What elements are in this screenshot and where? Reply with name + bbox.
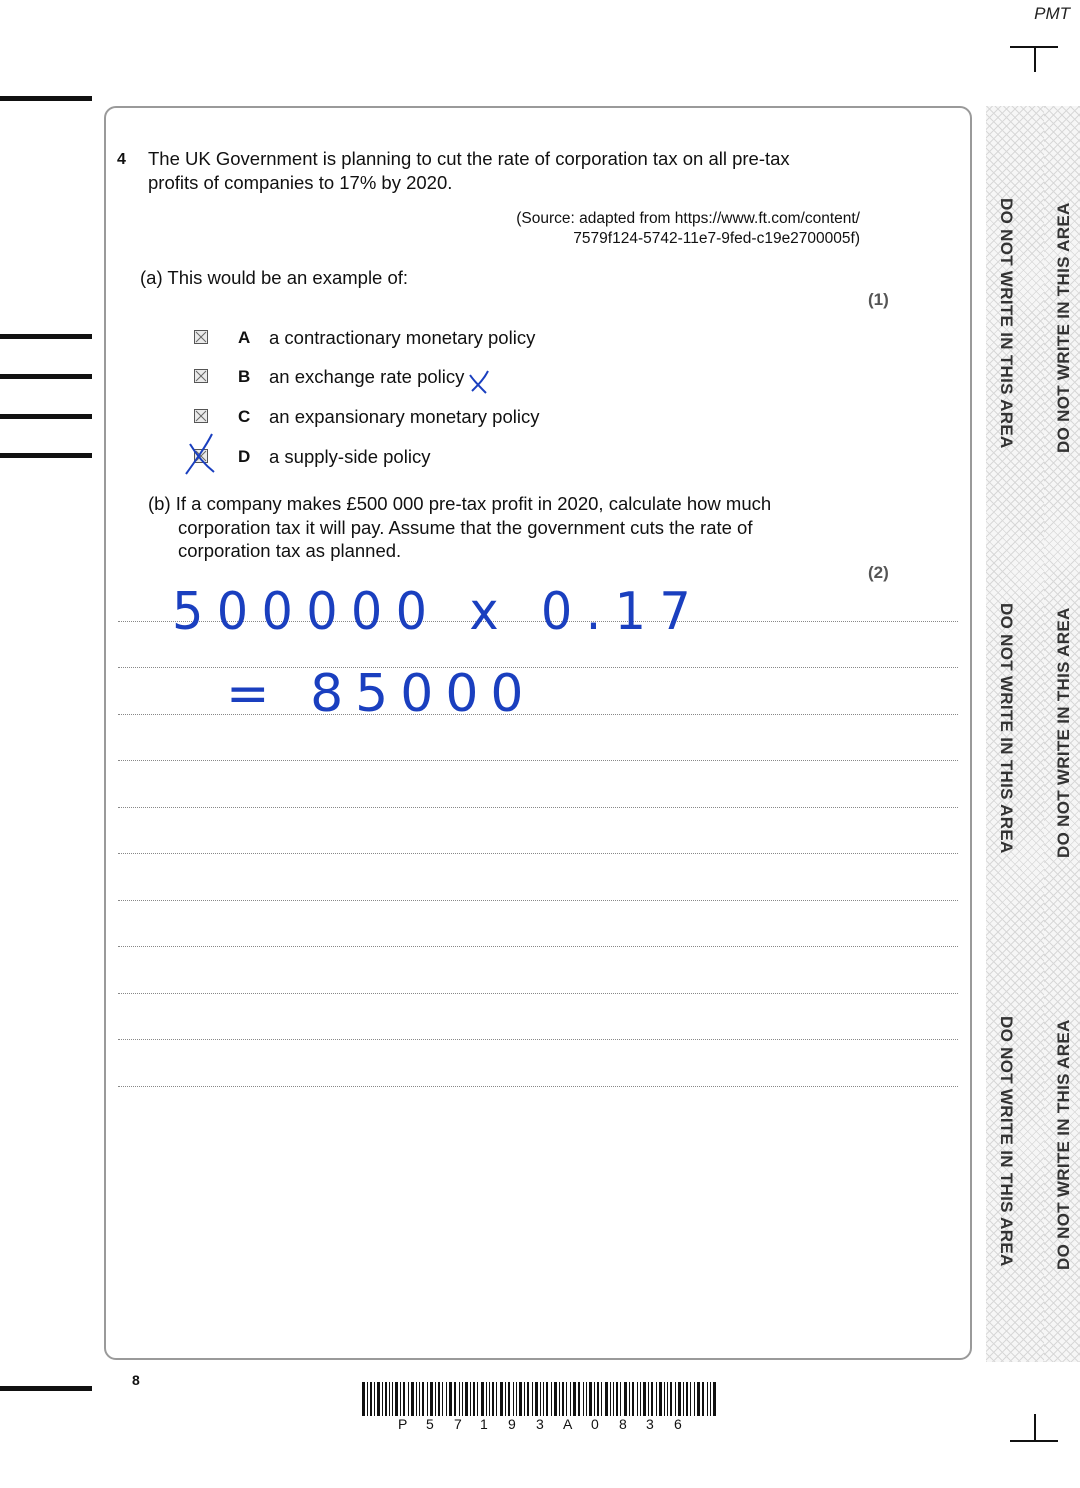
part-a-marks: (1) — [868, 290, 889, 309]
option-b-checkbox[interactable] — [194, 369, 208, 383]
part-b-prompt-line-2: corporation tax it will pay. Assume that the government cuts the rate of — [178, 517, 753, 538]
binding-bar — [0, 374, 92, 379]
answer-line[interactable] — [118, 946, 958, 947]
pmt-label: PMT — [1034, 4, 1070, 23]
answer-line[interactable] — [118, 1039, 958, 1040]
part-b-prompt-line-3: corporation tax as planned. — [178, 540, 402, 561]
barcode-digit: 5 — [426, 1416, 434, 1432]
binding-bar — [0, 334, 92, 339]
option-d-letter: D — [238, 447, 251, 466]
answer-line[interactable] — [118, 993, 958, 994]
checkbox-cross-icon — [195, 410, 207, 422]
answer-line[interactable] — [118, 853, 958, 854]
answer-frame — [104, 106, 972, 1360]
barcode-digit: 8 — [619, 1416, 627, 1432]
margin-warning: DO NOT WRITE IN THIS AREA — [997, 603, 1016, 854]
margin-warning: DO NOT WRITE IN THIS AREA — [1054, 607, 1073, 858]
handwritten-cross-mark — [466, 367, 492, 395]
binding-bar — [0, 453, 92, 458]
barcode-digit: 9 — [508, 1416, 516, 1432]
handwritten-answer-line-1: 500000 x 0.17 — [172, 582, 705, 642]
question-stem-line-1: The UK Government is planning to cut the rate of corporation tax on all pre-tax — [148, 148, 790, 169]
question-stem-line-2: profits of companies to 17% by 2020. — [148, 172, 453, 193]
barcode-digit: 1 — [480, 1416, 488, 1432]
binding-bar — [0, 414, 92, 419]
answer-line[interactable] — [118, 807, 958, 808]
source-line-2: 7579f124-5742-11e7-9fed-c19e2700005f) — [573, 230, 860, 247]
question-number: 4 — [117, 151, 126, 168]
checkbox-cross-icon — [195, 331, 207, 343]
margin-warning: DO NOT WRITE IN THIS AREA — [1054, 202, 1073, 453]
option-a-letter: A — [238, 328, 251, 347]
binding-bar — [0, 96, 92, 101]
option-c-checkbox[interactable] — [194, 409, 208, 423]
barcode-digit: 3 — [646, 1416, 654, 1432]
part-a-prompt: (a) This would be an example of: — [140, 267, 409, 288]
barcode-digit: P — [398, 1416, 408, 1432]
barcode-digit: 0 — [591, 1416, 599, 1432]
option-a-text: a contractionary monetary policy — [269, 327, 536, 348]
option-b-text: an exchange rate policy — [269, 366, 465, 387]
answer-line[interactable] — [118, 760, 958, 761]
barcode-digit: A — [563, 1416, 573, 1432]
barcode-digit: 7 — [454, 1416, 462, 1432]
checkbox-cross-icon — [195, 370, 207, 382]
margin-warning: DO NOT WRITE IN THIS AREA — [1054, 1019, 1073, 1270]
crop-mark-bottom-vertical — [1034, 1414, 1036, 1440]
part-b-marks: (2) — [868, 563, 889, 582]
crop-mark-top-vertical — [1034, 46, 1036, 72]
margin-warning: DO NOT WRITE IN THIS AREA — [997, 198, 1016, 449]
option-c-letter: C — [238, 407, 251, 426]
barcode-digit: 3 — [536, 1416, 544, 1432]
answer-line[interactable] — [118, 900, 958, 901]
option-a-checkbox[interactable] — [194, 330, 208, 344]
answer-line[interactable] — [118, 1086, 958, 1087]
handwritten-selection-cross — [180, 430, 220, 478]
margin-warning: DO NOT WRITE IN THIS AREA — [997, 1016, 1016, 1267]
barcode-digit: 6 — [674, 1416, 682, 1432]
handwritten-answer-line-2: = 85000 — [226, 664, 536, 724]
option-b-letter: B — [238, 367, 251, 386]
source-line-1: (Source: adapted from https://www.ft.com/content/ — [516, 210, 860, 227]
option-c-text: an expansionary monetary policy — [269, 406, 540, 427]
option-d-text: a supply-side policy — [269, 446, 431, 467]
binding-bar — [0, 1386, 92, 1391]
barcode — [362, 1382, 718, 1416]
part-b-prompt-line-1: (b) If a company makes £500 000 pre-tax profit in 2020, calculate how much — [148, 493, 772, 514]
crop-mark-bottom — [1010, 1440, 1058, 1442]
page-number: 8 — [132, 1372, 140, 1388]
